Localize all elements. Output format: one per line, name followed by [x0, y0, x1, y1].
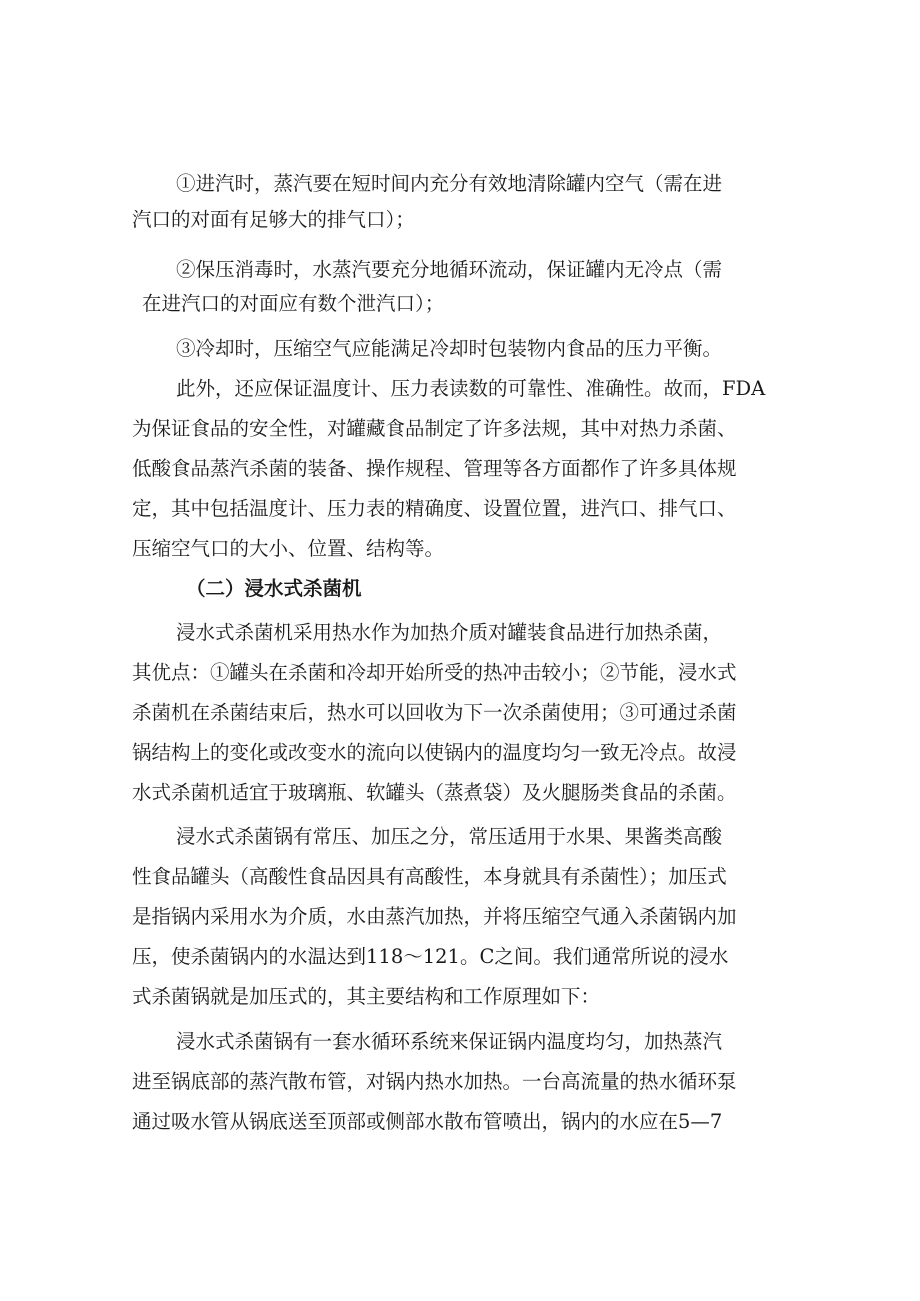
text-line: 压缩空气口的大小、位置、结构等。	[132, 537, 445, 560]
text-line: 性食品罐头（高酸性食品因具有高酸性，本身就具有杀菌性）；加压式	[132, 865, 727, 888]
text-line: 式杀菌锅就是加压式的，其主要结构和工作原理如下：	[132, 985, 601, 1008]
text-line: 浸水式杀菌锅有一套水循环系统来保证锅内温度均匀，加热蒸汽	[176, 1030, 723, 1053]
text-line: 是指锅内采用水为介质，水由蒸汽加热，并将压缩空气通入杀菌锅内加	[132, 905, 737, 928]
text-line: 其优点：①罐头在杀菌和冷却开始所受的热冲击较小；②节能，浸水式	[132, 661, 737, 684]
text-line: 浸水式杀菌机采用热水作为加热介质对罐装食品进行加热杀菌，	[176, 621, 723, 644]
text-line: 定，其中包括温度计、压力表的精确度、设置位置，进汽口、排气口、	[132, 497, 737, 520]
text-line: 为保证食品的安全性，对罐藏食品制定了许多法规，其中对热力杀菌、	[132, 417, 737, 440]
text-line: 杀菌机在杀菌结束后，热水可以回收为下一次杀菌使用；③可通过杀菌	[132, 701, 737, 724]
text-line: 此外，还应保证温度计、压力表读数的可靠性、准确性。故而，FDA	[176, 377, 766, 400]
text-line: 压，使杀菌锅内的水温达到118～121。C之间。我们通常所说的浸水	[132, 945, 729, 968]
text-line: 水式杀菌机适宜于玻璃瓶、软罐头（蒸煮袋）及火腿肠类食品的杀菌。	[132, 781, 737, 804]
text-line: 浸水式杀菌锅有常压、加压之分，常压适用于水果、果酱类高酸	[176, 825, 723, 848]
text-line: ①进汽时，蒸汽要在短时间内充分有效地清除罐内空气（需在进	[176, 172, 723, 195]
text-line: 进至锅底部的蒸汽散布管，对锅内热水加热。一台高流量的热水循环泵	[132, 1070, 737, 1093]
text-line: 通过吸水管从锅底送至顶部或侧部水散布管喷出，锅内的水应在5—7	[132, 1110, 723, 1133]
text-line: 汽口的对面有足够大的排气口）；	[132, 208, 415, 231]
text-line: ②保压消毒时，水蒸汽要充分地循环流动，保证罐内无冷点（需	[176, 258, 723, 281]
text-line: ③冷却时，压缩空气应能满足冷却时包装物内食品的压力平衡。	[176, 337, 723, 360]
text-line: 低酸食品蒸汽杀菌的装备、操作规程、管理等各方面都作了许多具体规	[132, 457, 737, 480]
text-line: 在进汽口的对面应有数个泄汽口）；	[142, 292, 445, 315]
text-line: 锅结构上的变化或改变水的流向以使锅内的温度均匀一致无冷点。故浸	[132, 741, 737, 764]
section-heading: （二）浸水式杀菌机	[186, 577, 362, 600]
